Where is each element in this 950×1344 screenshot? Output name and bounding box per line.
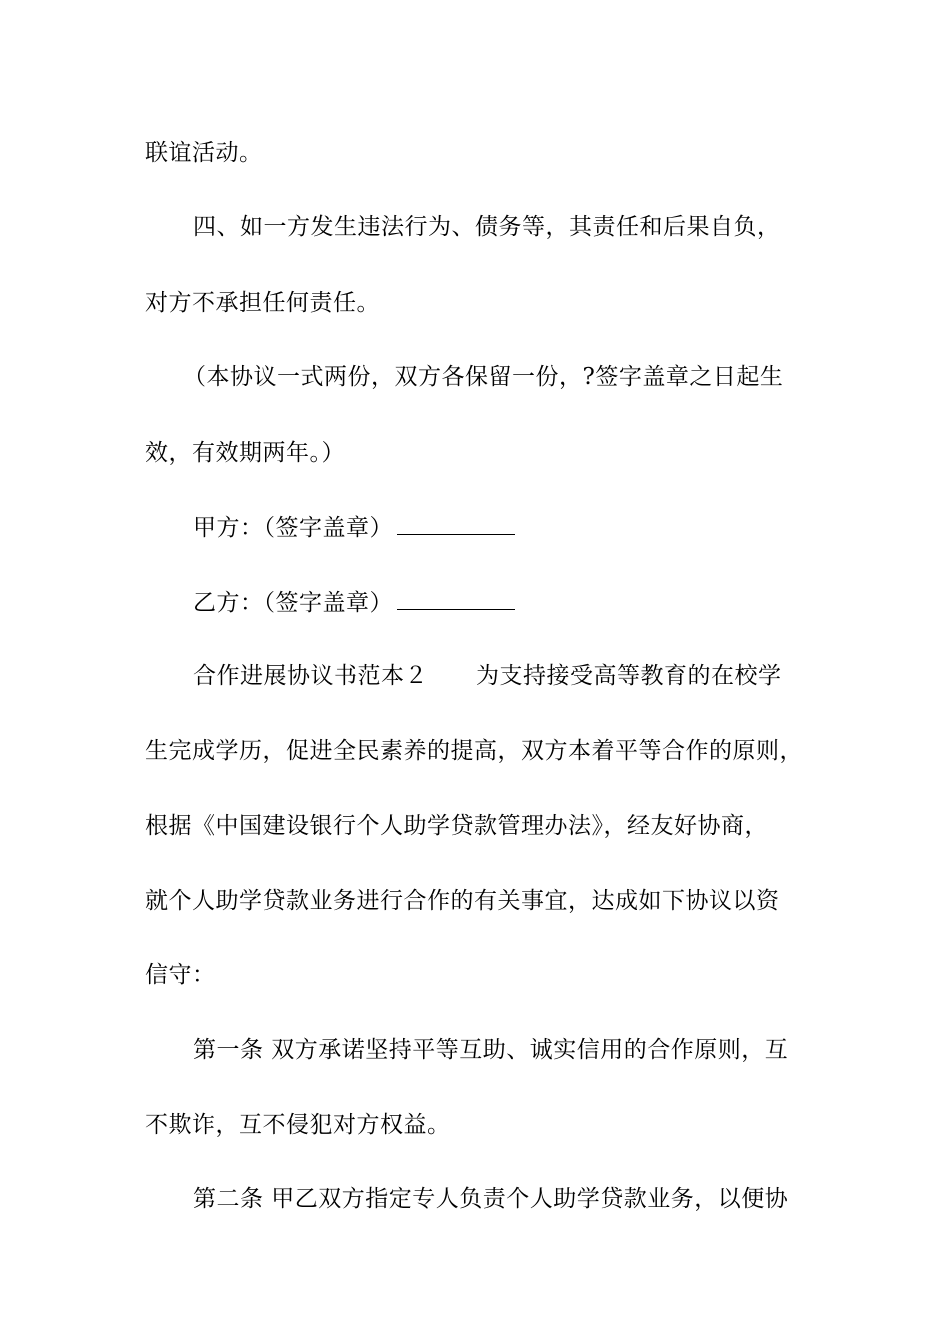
party-a-signature-line	[193, 512, 873, 543]
signature-blank	[397, 587, 515, 610]
paragraph-line: 对方不承担任何责任。	[145, 290, 380, 316]
paragraph-line: 联谊活动。	[145, 140, 263, 166]
party-b-label: 乙方：（签字盖章）	[193, 590, 393, 616]
signature-blank	[397, 512, 515, 535]
party-b-signature-line	[193, 587, 873, 618]
paragraph-line: 效，有效期两年。）	[145, 440, 345, 466]
paragraph-line: 生完成学历，促进全民素养的提高，双方本着平等合作的原则，	[145, 738, 803, 764]
heading-continuation: 为支持接受高等教育的在校学	[476, 663, 782, 689]
paragraph-line: （本协议一式两份，双方各保留一份，?签字盖章之日起生	[183, 364, 784, 390]
party-a-label: 甲方：（签字盖章）	[193, 515, 393, 541]
agreement-heading-line	[193, 661, 873, 691]
paragraph-line: 根据《中国建设银行个人助学贷款管理办法》，经友好协商，	[145, 813, 768, 839]
paragraph-line: 就个人助学贷款业务进行合作的有关事宜，达成如下协议以资	[145, 888, 780, 914]
article-two-line: 第二条 甲乙双方指定专人负责个人助学贷款业务，以便协	[193, 1186, 789, 1212]
paragraph-line: 信守：	[145, 962, 216, 988]
paragraph-line: 不欺诈，互不侵犯对方权益。	[145, 1112, 451, 1138]
paragraph-line: 四、如一方发生违法行为、债务等，其责任和后果自负，	[193, 214, 781, 240]
agreement-heading: 合作进展协议书范本２	[193, 663, 428, 689]
article-one-line: 第一条 双方承诺坚持平等互助、诚实信用的合作原则，互	[193, 1037, 789, 1063]
